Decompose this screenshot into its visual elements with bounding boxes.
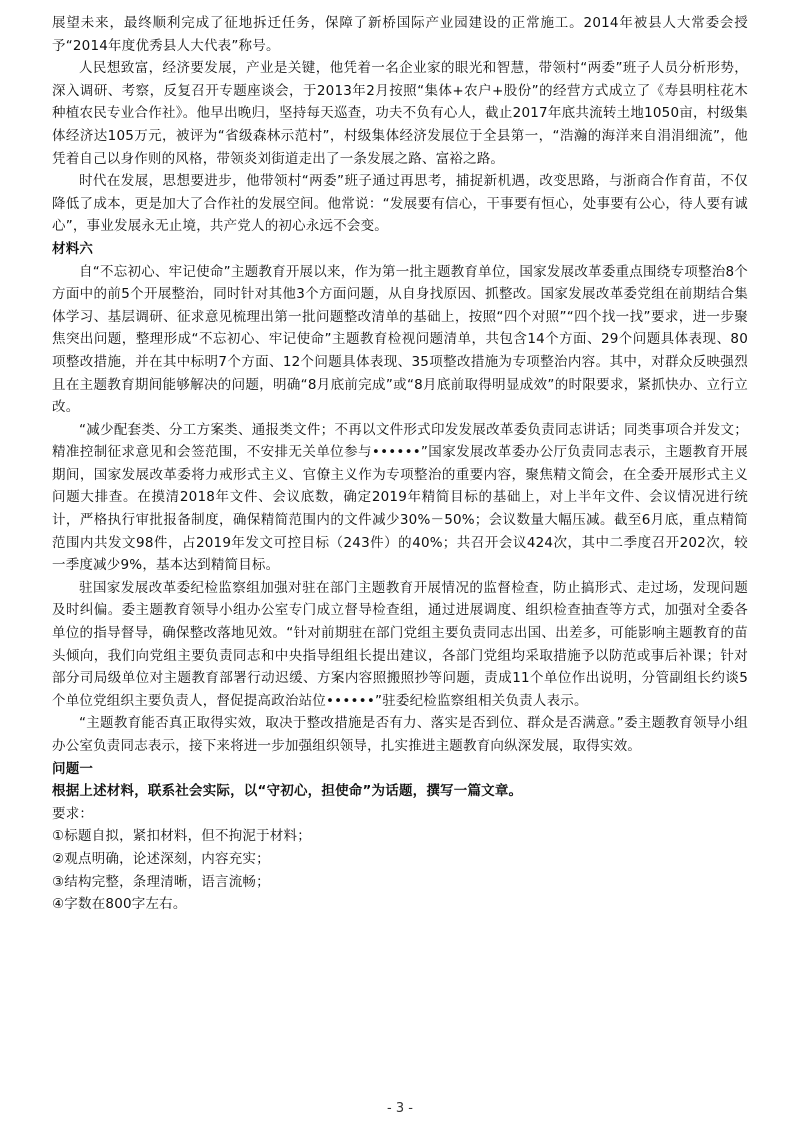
question-prompt: 根据上述材料，联系社会实际，以“守初心，担使命”为话题，撰写一篇文章。: [52, 783, 523, 800]
requirements-label: 要求：: [52, 805, 94, 822]
paragraph-development: 时代在发展，思想要进步，他带领村“两委”班子通过再思考，捕捉新机遇，改变思路，与浙商合作育苗，不仅降低了成本，更是加大了合作社的发展空间。他常说：“发展要有信心，干事要有恒心，处事要有公心，待人要有诚心”，事业发展永无止境，共产党人的初心永远不会变。: [52, 173, 748, 235]
paragraph-theme-education: 自“不忘初心、牢记使命”主题教育开展以来，作为第一批主题教育单位，国家发展改革委重点围绕专项整治8个方面中的前5个开展整治，同时针对其他3个方面问题，从自身找原因、抓整改。国家发展改革委党组在前期结合集体学习、基层调研、征求意见梳理出第一批问题整改清单的基础上，按照“四个对照”“四个找一找”要求，进一步聚焦突出问题，整理形成“不忘初心、牢记使命”主题教育检视问题清单，共包含14个方面、29个问题具体表现、80项整改措施，并在其中标明7个方面、12个问题具体表现、35项整改措施为专项整治内容。其中，对群众反映强烈且在主题教育期间能够解决的问题，明确“8月底前完成”或“8月底前取得明显成效”的时限要求，紧抓快办、立行立改。: [52, 263, 748, 416]
requirement-item: ③结构完整，条理清晰，语言流畅；: [52, 873, 270, 890]
paragraph-effectiveness: “主题教育能否真正取得实效，取决于整改措施是否有力、落实是否到位、群众是否满意。”委主题教育领导小组办公室负责同志表示，接下来将进一步加强组织领导，扎实推进主题教育向纵深发展，取得实效。: [52, 715, 748, 754]
paragraph-streamline-documents: “减少配套类、分工方案类、通报类文件；不再以文件形式印发发展改革委负责同志讲话；同类事项合并发文；精准控制征求意见和会签范围，不安排无关单位参与••••••”国家发展改革委办公厅负责同志表示，主题教育开展期间，国家发展改革委将力戒形式主义、官僚主义作为专项整治的重要内容，聚焦精文简会，在全委开展形式主义问题大排查。在摸清2018年文件、会议底数，确定2019年精简目标的基础上，对上半年文件、会议情况进行统计，严格执行审批报备制度，确保精简范围内的文件减少30%－50%；会议数量大幅压减。截至6月底，重点精简范围内共发文98件，占2019年发文可控目标（243件）的40%；共召开会议424次，其中二季度召开202次，较一季度减少9%，基本达到精简目标。: [52, 421, 748, 574]
requirement-item: ①标题自拟，紧扣材料，但不拘泥于材料；: [52, 828, 311, 845]
page-number: - 3 -: [387, 1101, 413, 1116]
requirement-item: ④字数在800字左右。: [52, 896, 187, 913]
section-heading-material-six: 材料六: [52, 240, 94, 257]
paragraph-supervision: 驻国家发展改革委纪检监察组加强对驻在部门主题教育开展情况的监督检查，防止搞形式、走过场，发现问题及时纠偏。委主题教育领导小组办公室专门成立督导检查组，通过进展调度、组织检查抽查等方式，加强对全委各单位的指导督导，确保整改落地见效。“针对前期驻在部门党组主要负责同志出国、出差多，可能影响主题教育的苗头倾向，我们向党组主要负责同志和中央指导组组长提出建议，各部门党组均采取措施予以防范或事后补课；针对部分司局级单位对主题教育部署行动迟缓、方案内容照搬照抄等问题，责成11个单位作出说明，分管副组长约谈5个单位党组织主要负责人，督促提高政治站位••••••”驻委纪检监察组相关负责人表示。: [52, 579, 748, 709]
requirement-item: ②观点明确，论述深刻，内容充实；: [52, 850, 270, 867]
document-body: [52, 12, 748, 916]
paragraph-continuation: 展望未来，最终顺利完成了征地拆迁任务，保障了新桥国际产业园建设的正常施工。2014年被县人大常委会授予“2014年度优秀县人大代表”称号。: [52, 15, 748, 54]
paragraph-cooperative: 人民想致富，经济要发展，产业是关键，他凭着一名企业家的眼光和智慧，带领村“两委”班子人员分析形势，深入调研、考察，反复召开专题座谈会，于2013年2月按照“集体+农户+股份”的经营方式成立了《寿县明柱花木种植农民专业合作社》。他早出晚归，坚持每天巡查，功夫不负有心人，截止2017年底共流转土地1050亩，村级集体经济达105万元，被评为“省级森林示范村”，村级集体经济发展位于全县第一，“浩瀚的海洋来自涓涓细流”，他凭着自己以身作则的风格，带领炎刘街道走出了一条发展之路、富裕之路。: [52, 60, 748, 167]
question-heading: 问题一: [52, 760, 94, 777]
